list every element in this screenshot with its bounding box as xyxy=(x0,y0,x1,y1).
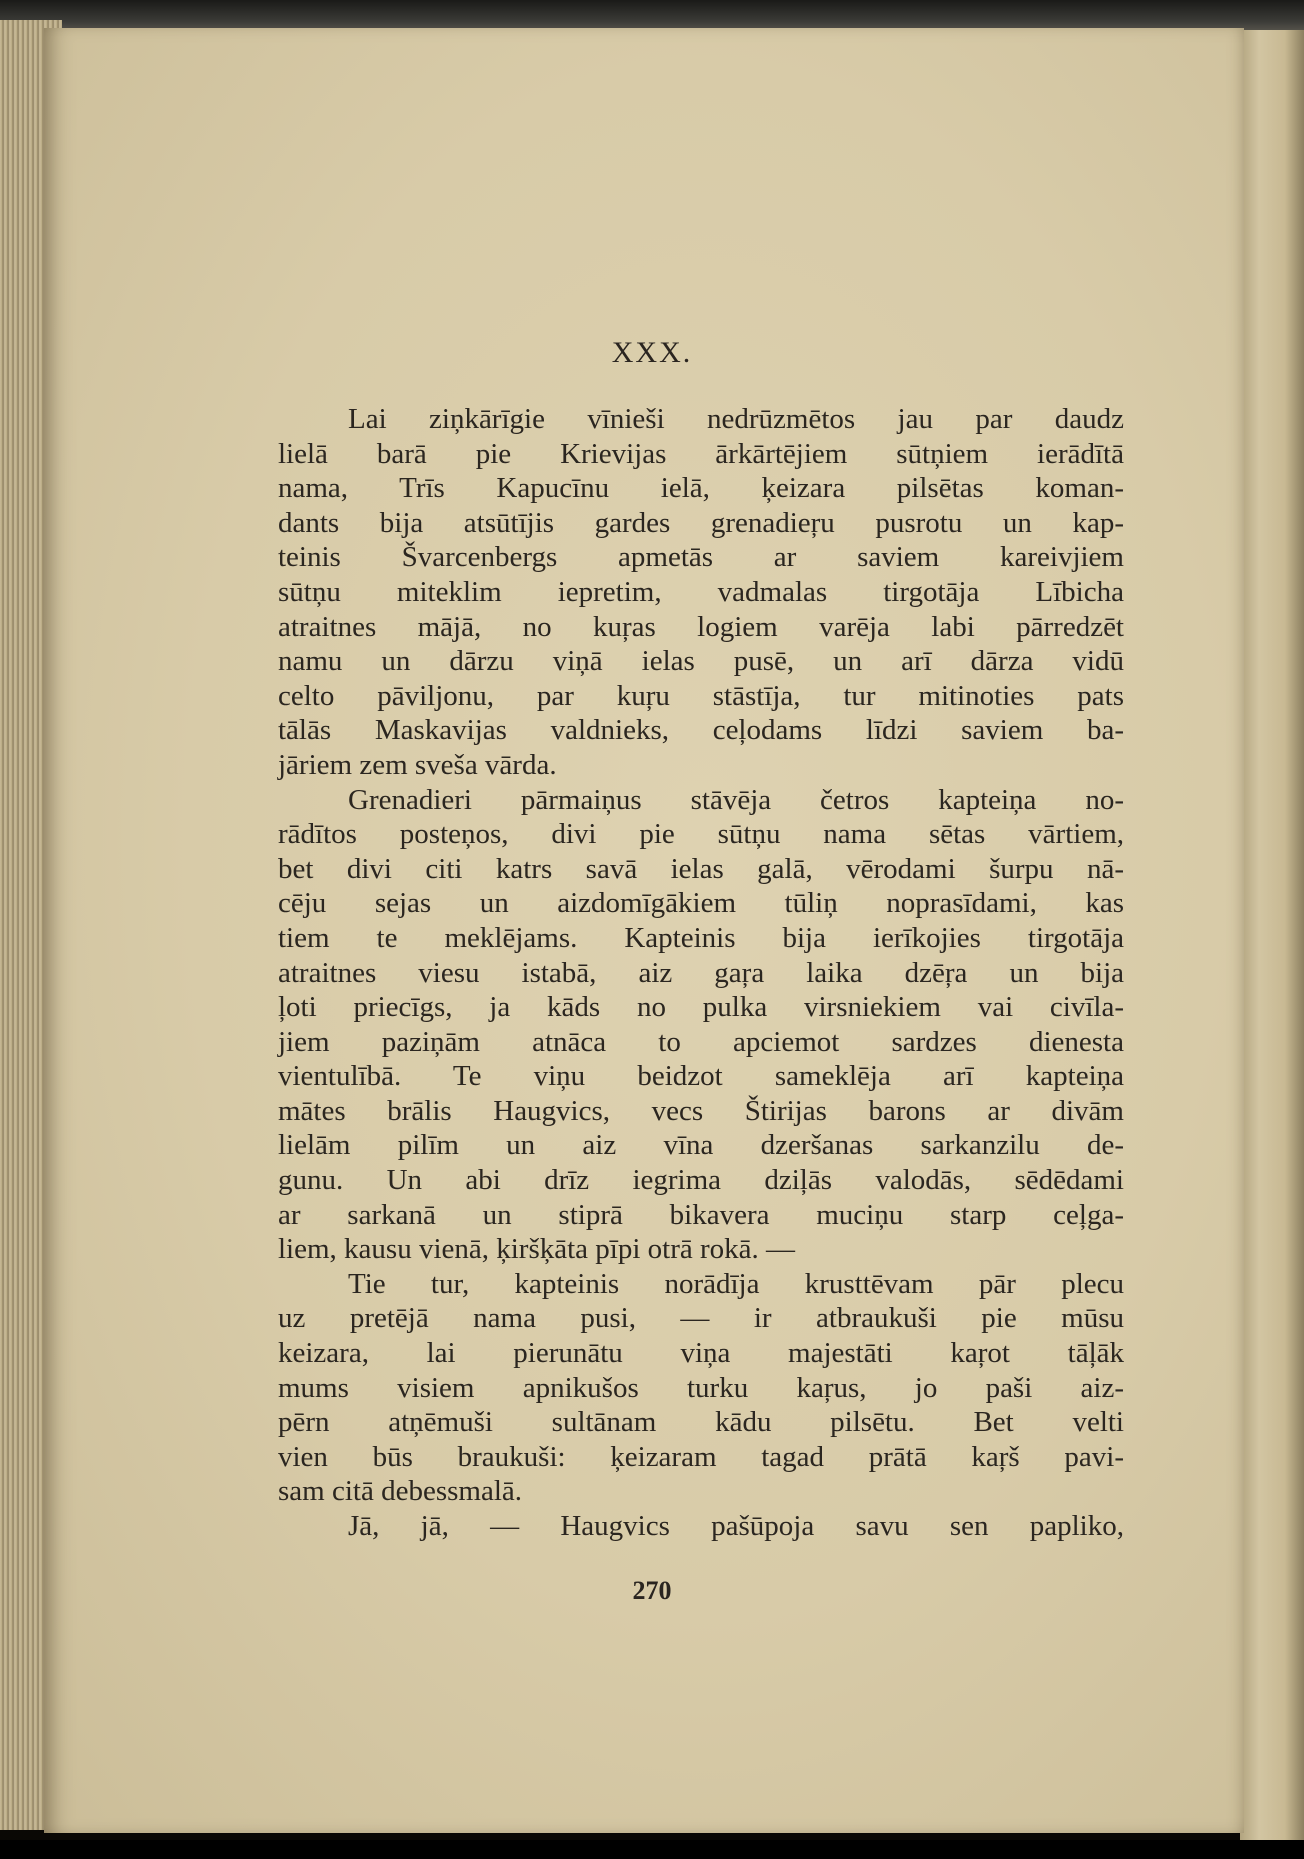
text-line: gunu. Un abi drīz iegrima dziļās valodās, sēdēdami xyxy=(278,1164,1124,1197)
text-line: keizara, lai pierunātu viņa majestāti kaŗot tāļāk xyxy=(278,1337,1124,1370)
text-line: cēju sejas un aizdomīgākiem tūliņ noprasīdami, kas xyxy=(278,887,1124,920)
text-line: lielām pilīm un aiz vīna dzeršanas sarkanzilu de- xyxy=(278,1129,1124,1162)
text-line: vien būs braukuši: ķeizaram tagad prātā kaŗš pavi- xyxy=(278,1440,1124,1473)
text-line: jāriem zem sveša vārda. xyxy=(278,748,557,781)
text-line: Jā, jā, — Haugvics pašūpoja savu sen papliko, xyxy=(348,1510,1124,1542)
text-line: ar sarkanā un stiprā bikavera muciņu starp ceļga- xyxy=(278,1198,1124,1231)
chapter-heading: XXX. xyxy=(611,336,693,369)
text-line: liem, kausu vienā, ķiršķāta pīpi otrā rokā. — xyxy=(278,1233,796,1266)
text-line: rādītos posteņos, divi pie sūtņu nama sētas vārtiem, xyxy=(278,818,1124,851)
text-line: ļoti priecīgs, ja kāds no pulka virsniekiem vai civīla- xyxy=(278,991,1124,1024)
text-line: uz pretējā nama pusi, — ir atbraukuši pie mūsu xyxy=(278,1302,1124,1335)
right-page-edge xyxy=(1240,30,1304,1845)
text-line: sam citā debessmalā. xyxy=(278,1475,522,1508)
text-line: vientulībā. Te viņu beidzot sameklēja arī kapteiņa xyxy=(278,1060,1124,1093)
text-line: teinis Švarcenbergs apmetās ar saviem kareivjiem xyxy=(278,541,1124,574)
text-line: namu un dārzu viņā ielas pusē, un arī dārza vidū xyxy=(278,645,1124,678)
text-line: celto pāviljonu, par kuŗu stāstīja, tur mitinoties pats xyxy=(278,679,1124,712)
text-line: Grenadieri pārmaiņus stāvēja četros kapteiņa no- xyxy=(348,783,1124,816)
text-line: dants bija atsūtījis gardes grenadieŗu pusrotu un kap- xyxy=(278,506,1124,539)
body-text xyxy=(278,402,1124,1544)
text-line: mums visiem apnikušos turku kaŗus, jo paši aiz- xyxy=(278,1371,1124,1404)
text-line: jiem paziņām atnāca to apciemot sardzes dienesta xyxy=(278,1025,1124,1058)
page-number: 270 xyxy=(632,1576,672,1605)
text-line: mātes brālis Haugvics, vecs Štirijas barons ar divām xyxy=(278,1094,1124,1127)
text-line: Tie tur, kapteinis norādīja krusttēvam pār plecu xyxy=(348,1267,1124,1300)
text-line: atraitnes viesu istabā, aiz gaŗa laika dzēŗa un bija xyxy=(278,956,1124,989)
text-line: tiem te meklējams. Kapteinis bija ierīkojies tirgotāja xyxy=(278,921,1124,954)
text-line: tālās Maskavijas valdnieks, ceļodams līdzi saviem ba- xyxy=(278,714,1124,747)
text-line: Lai ziņkārīgie vīnieši nedrūzmētos jau par daudz xyxy=(348,403,1124,435)
bottom-shadow xyxy=(0,1840,1304,1859)
text-line: pērn atņēmuši sultānam kādu pilsētu. Bet velti xyxy=(278,1406,1124,1439)
text-line: sūtņu miteklim iepretim, vadmalas tirgotāja Lībicha xyxy=(278,575,1124,608)
text-line: atraitnes mājā, no kuŗas logiem varēja labi pārredzēt xyxy=(278,610,1124,643)
text-line: lielā barā pie Krievijas ārkārtējiem sūtņiem ierādītā xyxy=(278,437,1124,470)
text-line: bet divi citi katrs savā ielas galā, vērodami šurpu nā- xyxy=(278,852,1124,885)
text-line: nama, Trīs Kapucīnu ielā, ķeizara pilsētas koman- xyxy=(278,472,1124,505)
